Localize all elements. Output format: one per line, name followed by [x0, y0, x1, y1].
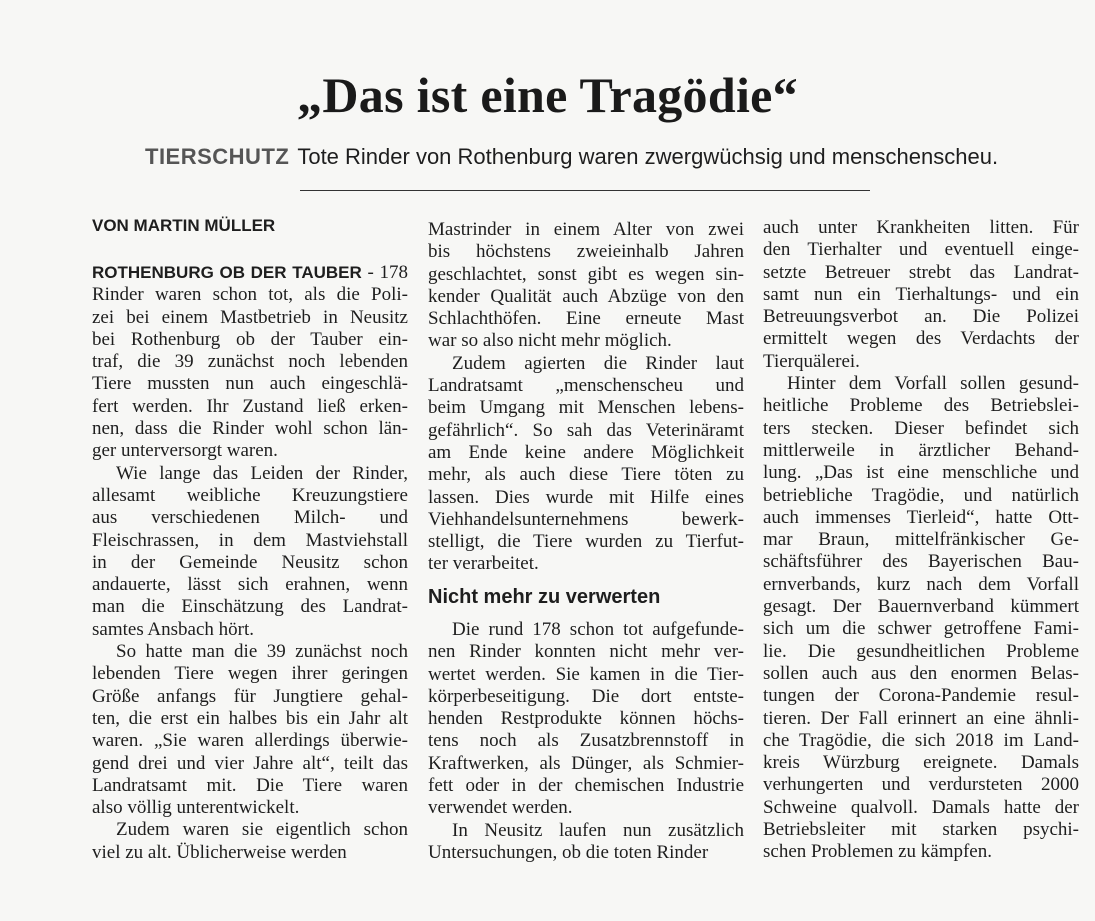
- text-line: zei bei einem Mastbetrieb in Neusitz: [92, 306, 408, 328]
- text-line: den Tierhalter und eventuell einge-: [763, 239, 1079, 261]
- text-line: verwendet werden.: [428, 797, 573, 819]
- text-line: Tiere mussten nun auch eingeschlä-: [92, 373, 408, 395]
- text-line: man die Einschätzung des Landrat-: [92, 596, 408, 618]
- text-line: sich um die schwer getroffene Fami-: [763, 618, 1079, 640]
- text-line: In Neusitz laufen nun zusätzlich: [452, 819, 744, 841]
- text-line: Schlachthöfen. Eine erneute Mast: [428, 308, 744, 330]
- text-line: allesamt weibliche Kreuzungstiere: [92, 484, 408, 506]
- text-line: Betriebsleiter mit starken psychi-: [763, 819, 1079, 841]
- text-line: ernverbands, kurz nach dem Vorfall: [763, 573, 1079, 595]
- text-line: samt nun ein Tierhaltungs- und ein: [763, 283, 1079, 305]
- text-line: schäftsführer des Bayerischen Bau-: [763, 551, 1079, 573]
- text-line: Wie lange das Leiden der Rinder,: [116, 462, 408, 484]
- text-line: Hinter dem Vorfall sollen gesund-: [787, 373, 1079, 395]
- text-line: körperbeseitigung. Die dort entste-: [428, 685, 744, 707]
- text-line: verhungerten und verdursteten 2000: [763, 774, 1079, 796]
- text-line: Betreuungsverbot an. Die Polizei: [763, 306, 1079, 328]
- text-line: henden Restprodukte können höchs-: [428, 708, 744, 730]
- dateline: ROTHENBURG OB DER TAUBER: [92, 263, 362, 282]
- text-line: mar Braun, mittelfränkischer Ge-: [763, 529, 1079, 551]
- text-line: tens noch als Zusatzbrennstoff in: [428, 730, 744, 752]
- text-line: stelligt, die Tiere wurden zu Tierfut-: [428, 531, 744, 553]
- text-line: fett oder in der chemischen Industrie: [428, 775, 744, 797]
- text-line: auch unter Krankheiten litten. Für: [763, 217, 1079, 238]
- text-line: heitliche Probleme des Betriebslei-: [763, 395, 1079, 417]
- text-line: samtes Ansbach hört.: [92, 618, 255, 640]
- text-line: nen Rinder konnten nicht mehr ver-: [428, 641, 744, 663]
- text-line: Schweine qualvoll. Damals hatte der: [763, 796, 1079, 818]
- text-line: aus verschiedenen Milch- und: [92, 507, 408, 529]
- subheading: Nicht mehr zu verwerten: [428, 586, 661, 608]
- text-line: Landratsamt mit. Die Tiere waren: [92, 774, 408, 796]
- text-line: am Ende keine andere Möglichkeit: [428, 441, 744, 463]
- text-line: viel zu alt. Üblicherweise werden: [92, 841, 347, 863]
- text-line: ten, die erst ein halbes bis ein Jahr alt: [92, 707, 408, 729]
- byline: VON MARTIN MÜLLER: [92, 216, 276, 235]
- text-line: che Tragödie, die sich 2018 im Land-: [763, 729, 1079, 751]
- text-line: geschlachtet, sonst gibt es wegen sin-: [428, 263, 744, 285]
- text-line: Größe anfangs für Jungtiere gehal-: [92, 685, 408, 707]
- text-line: war so also nicht mehr möglich.: [428, 330, 672, 352]
- text-line: schen Problemen zu kämpfen.: [763, 841, 992, 863]
- text-line: lie. Die gesundheitlichen Probleme: [763, 640, 1079, 662]
- text-line: Landratsamt „menschenscheu und: [428, 375, 744, 397]
- text-line: traf, die 39 zunächst noch lebenden: [92, 351, 408, 373]
- text-line: lebenden Tiere wegen ihrer geringen: [92, 663, 408, 685]
- text-line: mehr, als auch diese Tiere töten zu: [428, 464, 744, 486]
- text-line: auch immenses Tierleid“, hatte Ott-: [763, 506, 1079, 528]
- divider-rule: [300, 190, 870, 191]
- text-line: waren. „Sie waren allerdings überwie-: [92, 730, 408, 752]
- text-line: nen, dass die Rinder wohl schon län-: [92, 418, 408, 440]
- text-line: bei Rothenburg ob der Tauber ein-: [92, 328, 408, 350]
- text-line: tungen der Corona-Pandemie resul-: [763, 685, 1079, 707]
- text-line: So hatte man die 39 zunächst noch: [116, 641, 408, 663]
- text-line: Rinder waren schon tot, als die Poli-: [92, 284, 408, 306]
- text-line: lassen. Dies wurde mit Hilfe eines: [428, 486, 744, 508]
- headline: „Das ist eine Tragödie“: [297, 67, 798, 123]
- column-2-continued: [428, 619, 744, 864]
- text-line: also völlig unterentwickelt.: [92, 797, 300, 819]
- text-line: mittlerweile in ärztlicher Behand-: [763, 439, 1079, 461]
- column-1: [92, 262, 408, 864]
- text-line: lung. „Das ist eine menschliche und: [763, 462, 1079, 484]
- text-line: gend drei und vier Jahre alt“, teilt das: [92, 752, 408, 774]
- text-line: ger unterversorgt waren.: [92, 440, 278, 462]
- text-line: Viehhandelsunternehmens bewerk-: [428, 508, 744, 530]
- text-line: ter verarbeitet.: [428, 553, 539, 575]
- column-3: [763, 217, 1079, 864]
- column-2: [428, 219, 744, 576]
- text-line: in der Gemeinde Neusitz schon: [92, 551, 408, 573]
- text-line: kreis Würzburg ereignete. Damals: [763, 752, 1079, 774]
- text-line: ROTHENBURG OB DER TAUBER - 178: [92, 262, 408, 283]
- text-line: Untersuchungen, ob die toten Rinder: [428, 841, 709, 863]
- text-line: betriebliche Tragödie, und natürlich: [763, 484, 1079, 506]
- text-line: Kraftwerken, als Dünger, als Schmier-: [428, 752, 744, 774]
- text-line: gefährlich“. So sah das Veterinäramt: [428, 419, 744, 441]
- text-line: Zudem waren sie eigentlich schon: [116, 819, 408, 841]
- text-line: Die rund 178 schon tot aufgefunde-: [452, 619, 744, 640]
- text-line: Zudem agierten die Rinder laut: [452, 352, 744, 374]
- text-line: bis höchstens zweieinhalb Jahren: [428, 241, 744, 263]
- text-line: fert werden. Ihr Zustand ließ erken-: [92, 395, 408, 417]
- subtitle-text: Tote Rinder von Rothenburg waren zwergwüchsig und menschenscheu.: [297, 144, 999, 169]
- text-line: wertet werden. Sie kamen in die Tier-: [428, 663, 744, 685]
- text-line: Tierquälerei.: [763, 350, 860, 372]
- text-line: tieren. Der Fall erinnert an eine ähnli-: [763, 707, 1079, 729]
- text-line: gesagt. Der Bauernverband kümmert: [763, 596, 1079, 618]
- text-line: ermittelt wegen des Verdachts der: [763, 328, 1079, 350]
- text-line: Fleischrassen, in dem Mastviehstall: [92, 529, 408, 551]
- text-line: andauerte, lässt sich erahnen, wenn: [92, 574, 408, 596]
- text-line: setzte Betreuer strebt das Landrat-: [763, 261, 1079, 283]
- text-line: kender Qualität auch Abzüge von den: [428, 285, 744, 307]
- text-line: beim Umgang mit Menschen lebens-: [428, 397, 744, 419]
- text-line: Mastrinder in einem Alter von zwei: [428, 219, 744, 240]
- subtitle-kicker: TIERSCHUTZ: [145, 144, 290, 169]
- text-line: ters stecken. Dieser befindet sich: [763, 417, 1079, 439]
- text-line: sollen auch aus den enormen Belas-: [763, 662, 1079, 684]
- subtitle: [145, 144, 998, 170]
